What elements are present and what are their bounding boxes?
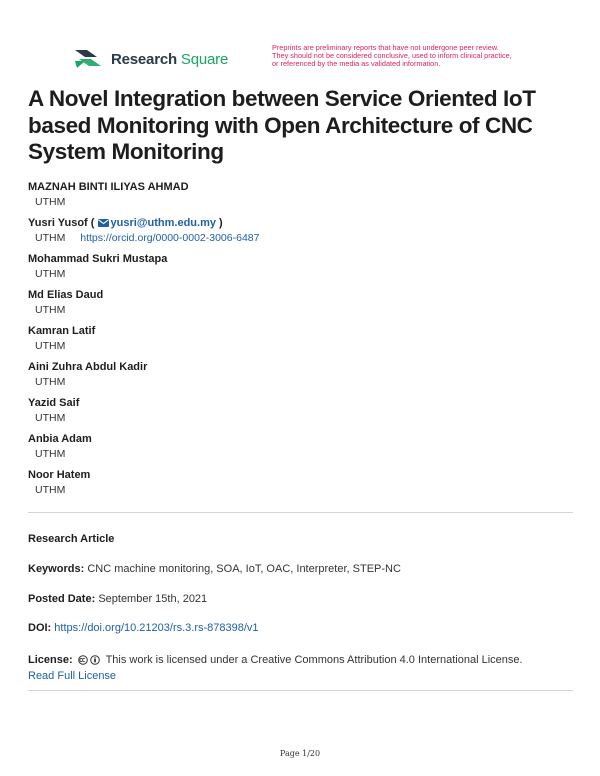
author-entry bbox=[28, 432, 573, 468]
author-entry bbox=[28, 216, 573, 252]
author-entry bbox=[28, 252, 573, 288]
author-affiliation: UTHM bbox=[35, 232, 66, 244]
author-affiliation: UTHM bbox=[35, 448, 66, 460]
disclaimer-line: They should not be considered conclusive, used to inform clinical practice, bbox=[272, 51, 512, 60]
posted-date-value: September 15th, 2021 bbox=[98, 593, 208, 605]
read-full-license-link[interactable]: Read Full License bbox=[28, 670, 117, 682]
author-entry bbox=[28, 468, 573, 504]
paper-title: A Novel Integration between Service Oriented IoT based Monitoring with Open Architecture of CNC System Monitoring bbox=[28, 86, 536, 164]
author-entry bbox=[28, 180, 573, 216]
author-affiliation: UTHM bbox=[35, 376, 66, 388]
keywords-value: CNC machine monitoring, SOA, IoT, OAC, Interpreter, STEP-NC bbox=[87, 563, 401, 575]
author-entry bbox=[28, 396, 573, 432]
research-square-logo[interactable] bbox=[73, 48, 228, 70]
preprint-disclaimer bbox=[272, 44, 572, 68]
author-name: Yazid Saif bbox=[28, 397, 80, 409]
attribution-icon bbox=[90, 655, 100, 665]
author-affiliation: UTHM bbox=[35, 484, 66, 496]
email-paren-close: ) bbox=[219, 217, 223, 229]
orcid-link[interactable]: https://orcid.org/0000-0002-3006-6487 bbox=[80, 232, 260, 244]
posted-date-label: Posted Date: bbox=[28, 593, 96, 605]
research-square-logo-icon bbox=[73, 48, 103, 70]
header bbox=[0, 0, 600, 80]
logo-brand-part1: Research bbox=[111, 50, 177, 68]
author-affiliation-row bbox=[28, 231, 573, 246]
posted-date-row bbox=[28, 593, 573, 605]
doi-link[interactable]: https://doi.org/10.21203/rs.3.rs-878398/v1 bbox=[54, 622, 259, 634]
envelope-icon bbox=[98, 219, 109, 227]
author-name: Anbia Adam bbox=[28, 433, 92, 445]
doi-row bbox=[28, 622, 573, 634]
section-divider bbox=[28, 512, 573, 513]
logo-brand-part2: Square bbox=[180, 50, 229, 68]
cc-license-badges bbox=[78, 655, 100, 665]
author-entry bbox=[28, 288, 573, 324]
author-name: Kamran Latif bbox=[28, 325, 96, 337]
disclaimer-line: or referenced by the media as validated information. bbox=[272, 59, 441, 68]
creative-commons-icon bbox=[78, 655, 88, 665]
section-divider bbox=[28, 690, 573, 691]
license-label: License: bbox=[28, 654, 73, 666]
author-email: yusri@uthm.edu.my bbox=[110, 217, 216, 229]
author-name: MAZNAH BINTI ILIYAS AHMAD bbox=[28, 181, 189, 193]
page-number: Page 1/20 bbox=[279, 749, 321, 758]
license-text: This work is licensed under a Creative Commons Attribution 4.0 International License. bbox=[105, 654, 523, 666]
author-list bbox=[28, 180, 573, 504]
author-affiliation: UTHM bbox=[35, 196, 66, 208]
author-name: Md Elias Daud bbox=[28, 289, 104, 301]
author-affiliation: UTHM bbox=[35, 268, 66, 280]
author-name: Aini Zuhra Abdul Kadir bbox=[28, 361, 148, 373]
author-entry bbox=[28, 360, 573, 396]
author-name: Noor Hatem bbox=[28, 469, 91, 481]
article-type-value: Research Article bbox=[28, 533, 115, 545]
author-affiliation: UTHM bbox=[35, 340, 66, 352]
article-type bbox=[28, 533, 573, 545]
author-affiliation: UTHM bbox=[35, 412, 66, 424]
keywords-row bbox=[28, 563, 573, 575]
corresponding-author bbox=[28, 216, 573, 231]
author-email-link[interactable] bbox=[98, 217, 220, 229]
author-entry bbox=[28, 324, 573, 360]
disclaimer-line: Preprints are preliminary reports that have not undergone peer review. bbox=[272, 43, 499, 52]
logo-wordmark bbox=[111, 51, 228, 68]
author-name: Yusri Yusof bbox=[28, 217, 88, 229]
license-row bbox=[28, 652, 573, 684]
author-affiliation: UTHM bbox=[35, 304, 66, 316]
email-paren-open: ( bbox=[90, 217, 95, 229]
author-name: Mohammad Sukri Mustapa bbox=[28, 253, 168, 265]
keywords-label: Keywords: bbox=[28, 563, 85, 575]
doi-label: DOI: bbox=[28, 622, 52, 634]
